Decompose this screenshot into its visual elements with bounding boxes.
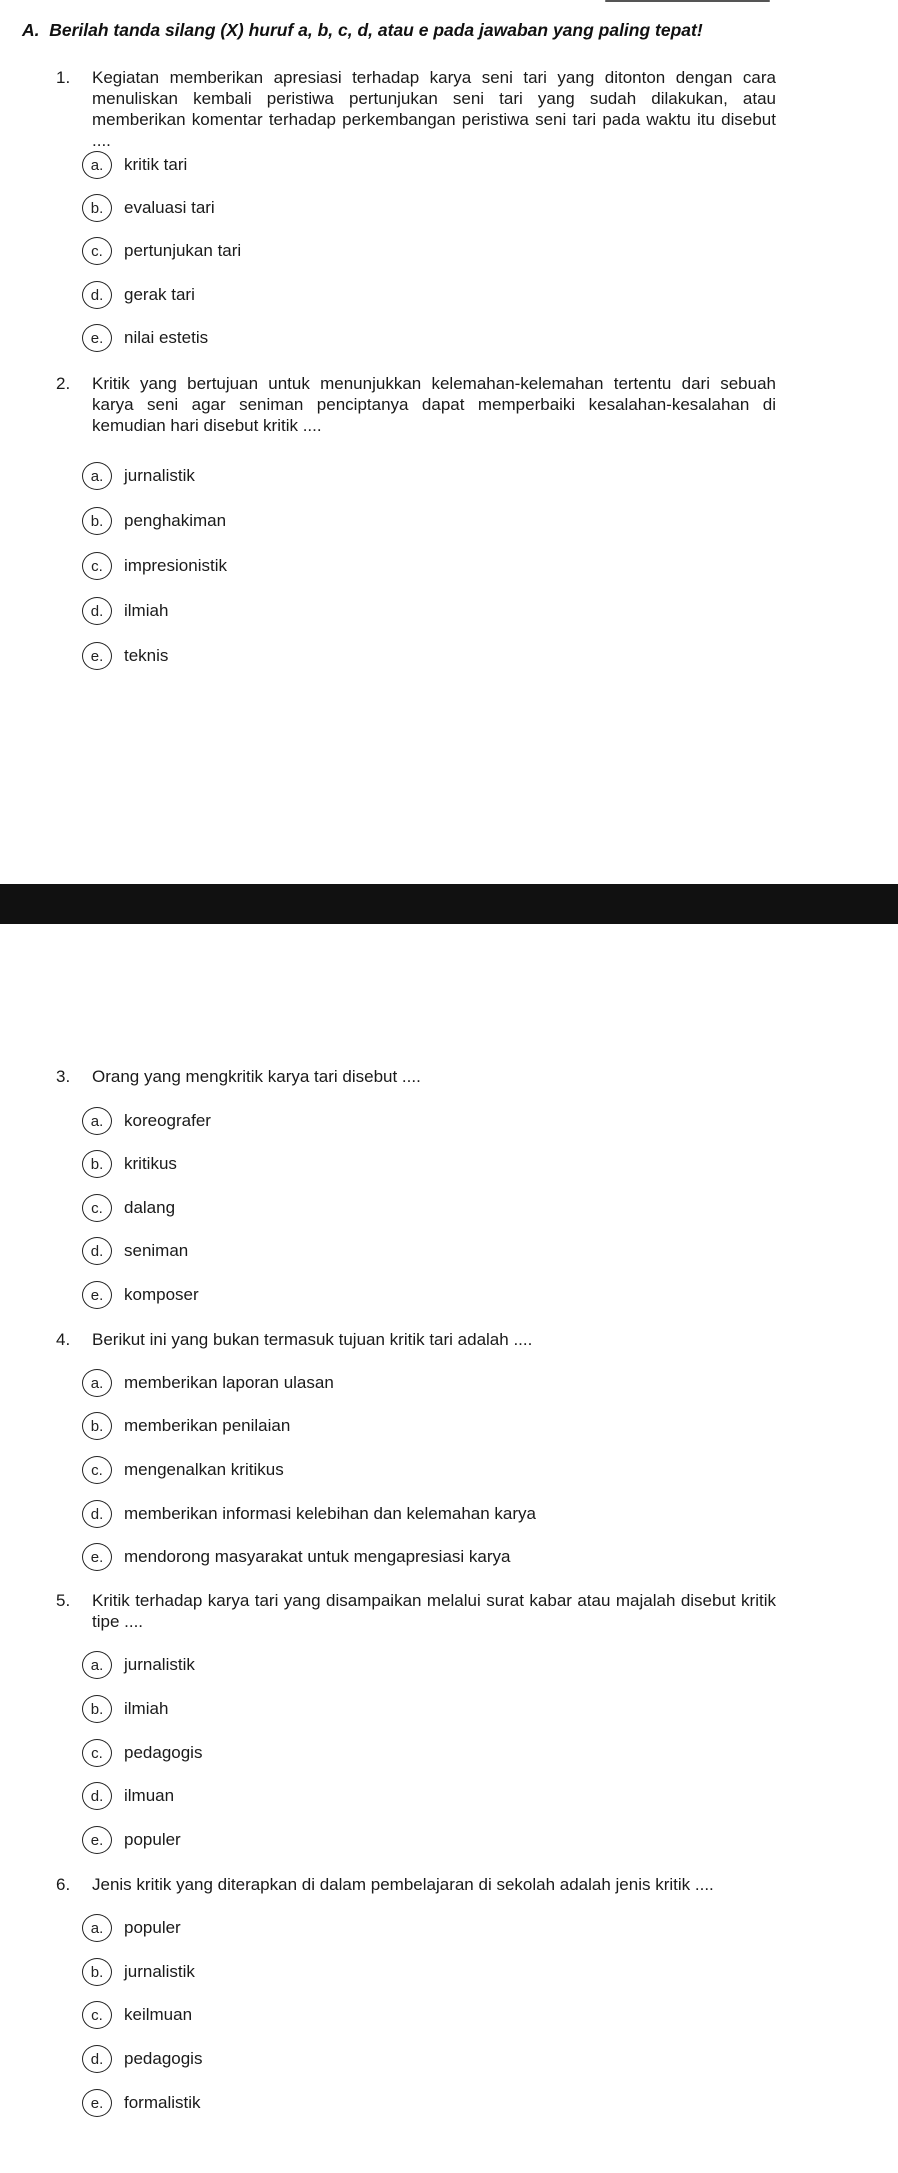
option-text: jurnalistik bbox=[124, 1655, 195, 1674]
question-header bbox=[56, 67, 776, 151]
option-letter: c. bbox=[82, 2001, 112, 2029]
option-6e[interactable] bbox=[82, 2088, 201, 2118]
question-text: Berikut ini yang bukan termasuk tujuan kritik tari adalah .... bbox=[92, 1330, 533, 1349]
option-text: evaluasi tari bbox=[124, 198, 215, 217]
option-text: memberikan laporan ulasan bbox=[124, 1373, 334, 1392]
option-letter: a. bbox=[82, 1107, 112, 1135]
question-5 bbox=[0, 1590, 898, 1632]
question-6 bbox=[0, 1874, 898, 1895]
option-letter: a. bbox=[82, 1369, 112, 1397]
option-text: koreografer bbox=[124, 1111, 211, 1130]
option-6c[interactable] bbox=[82, 2000, 192, 2030]
question-header bbox=[56, 1329, 776, 1350]
question-text: Kegiatan memberikan apresiasi terhadap karya seni tari yang ditonton dengan cara menuliskan kembali peristiwa pertunjukan seni tari yang sudah dilakukan, atau memberikan komentar terhadap perkembangan peristiwa seni tari pada waktu itu disebut .... bbox=[92, 68, 776, 150]
option-letter: b. bbox=[82, 194, 112, 222]
question-number: 6. bbox=[56, 1875, 71, 1894]
option-text: mengenalkan kritikus bbox=[124, 1460, 284, 1479]
option-text: populer bbox=[124, 1830, 181, 1849]
option-text: seniman bbox=[124, 1241, 189, 1260]
option-4d[interactable] bbox=[82, 1499, 536, 1529]
top-edge-line bbox=[605, 0, 770, 2]
option-text: formalistik bbox=[124, 2093, 201, 2112]
option-text: gerak tari bbox=[124, 285, 195, 304]
option-letter: a. bbox=[82, 1914, 112, 1942]
option-5a[interactable] bbox=[82, 1650, 195, 1680]
option-letter: b. bbox=[82, 1412, 112, 1440]
option-3b[interactable] bbox=[82, 1149, 177, 1179]
page-break-bar bbox=[0, 884, 898, 924]
option-text: jurnalistik bbox=[124, 1962, 195, 1981]
option-letter: e. bbox=[82, 1281, 112, 1309]
option-letter: c. bbox=[82, 1739, 112, 1767]
question-number: 1. bbox=[56, 68, 71, 87]
option-text: penghakiman bbox=[124, 511, 227, 530]
option-2a[interactable] bbox=[82, 461, 195, 491]
question-header bbox=[56, 1066, 776, 1087]
option-text: pedagogis bbox=[124, 1743, 203, 1762]
option-1c[interactable] bbox=[82, 236, 241, 266]
question-text: Kritik yang bertujuan untuk menunjukkan kelemahan-kelemahan tertentu dari sebuah karya seni agar seniman penciptanya dapat memperbaiki kesalahan-kesalahan di kemudian hari disebut kritik .... bbox=[92, 374, 776, 435]
instruction-heading: A. Berilah tanda silang (X) huruf a, b, c, d, atau e pada jawaban yang paling tepat! bbox=[22, 20, 703, 40]
option-5d[interactable] bbox=[82, 1781, 174, 1811]
option-6a[interactable] bbox=[82, 1913, 181, 1943]
option-text: populer bbox=[124, 1918, 181, 1937]
option-letter: d. bbox=[82, 597, 112, 625]
option-4b[interactable] bbox=[82, 1411, 290, 1441]
option-text: keilmuan bbox=[124, 2005, 193, 2024]
option-2b[interactable] bbox=[82, 506, 226, 536]
option-3e[interactable] bbox=[82, 1280, 199, 1310]
option-text: jurnalistik bbox=[124, 466, 195, 485]
option-text: memberikan penilaian bbox=[124, 1416, 291, 1435]
option-3a[interactable] bbox=[82, 1106, 211, 1136]
option-letter: e. bbox=[82, 1826, 112, 1854]
option-letter: d. bbox=[82, 1782, 112, 1810]
question-text: Kritik terhadap karya tari yang disampaikan melalui surat kabar atau majalah disebut kritik tipe .... bbox=[92, 1591, 776, 1631]
option-letter: e. bbox=[82, 2089, 112, 2117]
option-2d[interactable] bbox=[82, 596, 168, 626]
option-letter: d. bbox=[82, 1500, 112, 1528]
question-number: 4. bbox=[56, 1330, 71, 1349]
option-4e[interactable] bbox=[82, 1542, 510, 1572]
option-letter: e. bbox=[82, 1543, 112, 1571]
option-letter: b. bbox=[82, 1150, 112, 1178]
option-letter: d. bbox=[82, 2045, 112, 2073]
option-6d[interactable] bbox=[82, 2044, 202, 2074]
option-letter: c. bbox=[82, 552, 112, 580]
question-1 bbox=[0, 67, 898, 151]
option-text: pertunjukan tari bbox=[124, 241, 242, 260]
option-letter: b. bbox=[82, 507, 112, 535]
option-letter: d. bbox=[82, 1237, 112, 1265]
option-letter: a. bbox=[82, 151, 112, 179]
option-letter: a. bbox=[82, 462, 112, 490]
option-4a[interactable] bbox=[82, 1368, 334, 1398]
option-text: kritikus bbox=[124, 1154, 177, 1173]
question-text: Orang yang mengkritik karya tari disebut .... bbox=[92, 1067, 421, 1086]
option-text: ilmuan bbox=[124, 1786, 175, 1805]
option-text: teknis bbox=[124, 646, 169, 665]
option-text: dalang bbox=[124, 1198, 176, 1217]
question-header bbox=[56, 1590, 776, 1632]
question-4 bbox=[0, 1329, 898, 1350]
option-text: ilmiah bbox=[124, 601, 169, 620]
option-1b[interactable] bbox=[82, 193, 215, 223]
question-3 bbox=[0, 1066, 898, 1087]
question-number: 2. bbox=[56, 374, 71, 393]
option-letter: c. bbox=[82, 237, 112, 265]
option-5e[interactable] bbox=[82, 1825, 181, 1855]
option-5c[interactable] bbox=[82, 1738, 202, 1768]
option-6b[interactable] bbox=[82, 1957, 195, 1987]
option-text: impresionistik bbox=[124, 556, 227, 575]
question-header bbox=[56, 373, 776, 436]
option-letter: b. bbox=[82, 1958, 112, 1986]
option-2e[interactable] bbox=[82, 641, 168, 671]
option-1d[interactable] bbox=[82, 280, 195, 310]
option-1e[interactable] bbox=[82, 323, 208, 353]
option-letter: d. bbox=[82, 281, 112, 309]
option-1a[interactable] bbox=[82, 150, 187, 180]
question-number: 3. bbox=[56, 1067, 71, 1086]
option-3d[interactable] bbox=[82, 1236, 188, 1266]
option-letter: c. bbox=[82, 1456, 112, 1484]
option-text: komposer bbox=[124, 1285, 199, 1304]
option-letter: a. bbox=[82, 1651, 112, 1679]
question-header bbox=[56, 1874, 776, 1895]
question-2 bbox=[0, 373, 898, 436]
option-text: pedagogis bbox=[124, 2049, 203, 2068]
option-2c[interactable] bbox=[82, 551, 227, 581]
option-letter: e. bbox=[82, 642, 112, 670]
option-text: memberikan informasi kelebihan dan kelemahan karya bbox=[124, 1504, 536, 1523]
option-5b[interactable] bbox=[82, 1694, 168, 1724]
option-letter: e. bbox=[82, 324, 112, 352]
option-3c[interactable] bbox=[82, 1193, 175, 1223]
option-4c[interactable] bbox=[82, 1455, 284, 1485]
option-text: kritik tari bbox=[124, 155, 188, 174]
question-number: 5. bbox=[56, 1591, 71, 1610]
option-text: nilai estetis bbox=[124, 328, 209, 347]
question-text: Jenis kritik yang diterapkan di dalam pembelajaran di sekolah adalah jenis kritik .... bbox=[92, 1875, 714, 1894]
option-letter: c. bbox=[82, 1194, 112, 1222]
option-text: ilmiah bbox=[124, 1699, 169, 1718]
option-text: mendorong masyarakat untuk mengapresiasi karya bbox=[124, 1547, 511, 1566]
option-letter: b. bbox=[82, 1695, 112, 1723]
